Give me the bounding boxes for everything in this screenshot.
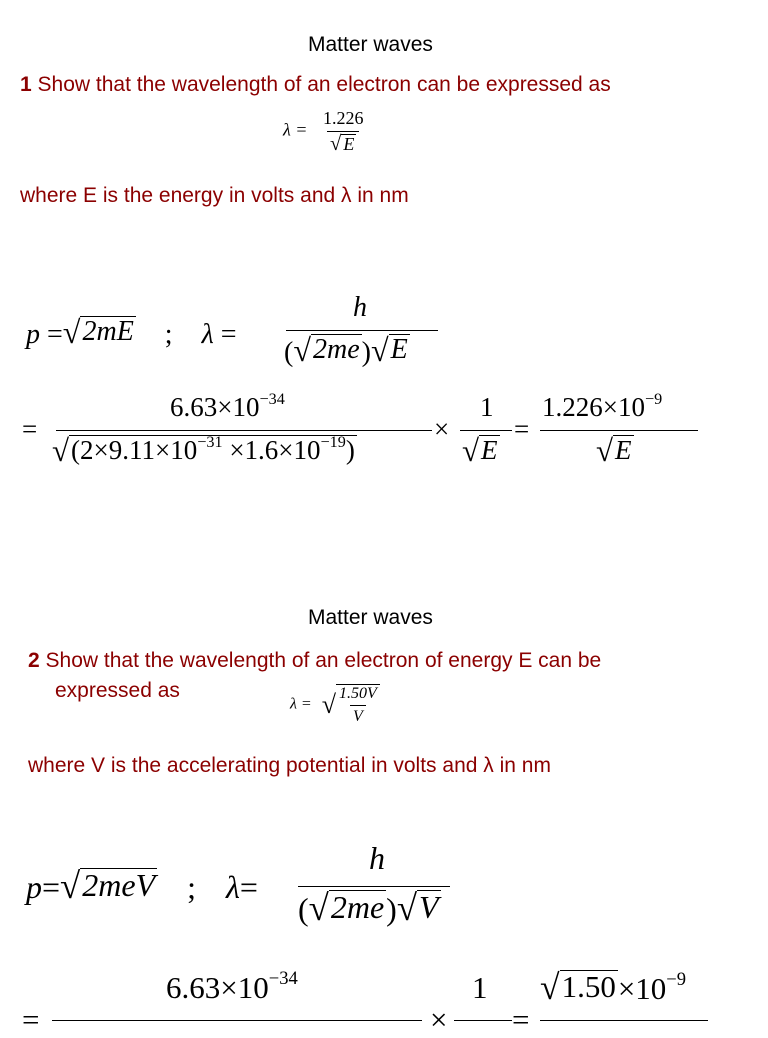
- question-number: 2: [28, 649, 40, 672]
- question-2-line-2: expressed as: [55, 679, 180, 702]
- formula-fraction: [320, 108, 367, 155]
- formula-numerator: 1.226: [322, 108, 364, 128]
- momentum-symbol: p: [26, 319, 40, 350]
- fraction-line: [286, 330, 438, 331]
- note-1: where E is the energy in volts and λ in nm: [20, 184, 409, 207]
- formula-denominator: √ E: [327, 131, 359, 155]
- question-number: 1: [20, 73, 32, 96]
- formula-fraction: $\frac{1.50V}{V}$: [336, 684, 380, 726]
- formula-lhs: λ =: [283, 119, 308, 140]
- slide-title-1: Matter waves: [308, 33, 433, 56]
- question-text: Show that the wavelength of an electron of energy E can be: [45, 649, 602, 672]
- derivation-1-line-1: p = √ 2mE ; λ = h ( √ 2me ) √ E: [26, 296, 466, 376]
- derivation-2-line-2: $6.63\times 10^{-34}$ = × 1 = √ 1.50 $\times 10^{-9}$: [22, 970, 712, 1024]
- question-1: [20, 73, 611, 97]
- planck-h: h: [353, 292, 367, 323]
- question-text: Show that the wavelength of an electron can be expressed as: [37, 73, 611, 96]
- formula-1: [283, 108, 366, 155]
- formula-2: λ = √ $\frac{1.50V}{V}$: [290, 684, 380, 726]
- question-2: [28, 649, 601, 673]
- planck-h: h: [369, 840, 385, 876]
- derivation-2-line-1: p= √ 2meV ; λ= h ( √ 2me ) √ V: [26, 840, 486, 940]
- numerator-c: $1.226\times 10^{-9}$: [542, 389, 663, 422]
- slide-title-2: Matter waves: [308, 606, 433, 629]
- fraction-denominator: ( √ 2me ) √ E: [284, 332, 408, 368]
- note-2: where V is the accelerating potential in volts and λ in nm: [28, 754, 551, 777]
- numerator-a: $6.63\times 10^{-34}$: [170, 389, 285, 422]
- denominator-a: √ $(2\times 9.11\times 10^{-31} \times 1.6\times 10^{-19})$: [52, 432, 355, 468]
- derivation-1-line-2: = $6.63\times 10^{-34}$ √ $(2\times 9.11\times 10^{-31} \times 1.6\times 10^{-19})$ × 1 √ E = $1.226\times 10^{-9}$ √ E: [22, 392, 712, 482]
- fraction-denominator: ( √ 2me ) √ V: [298, 887, 439, 928]
